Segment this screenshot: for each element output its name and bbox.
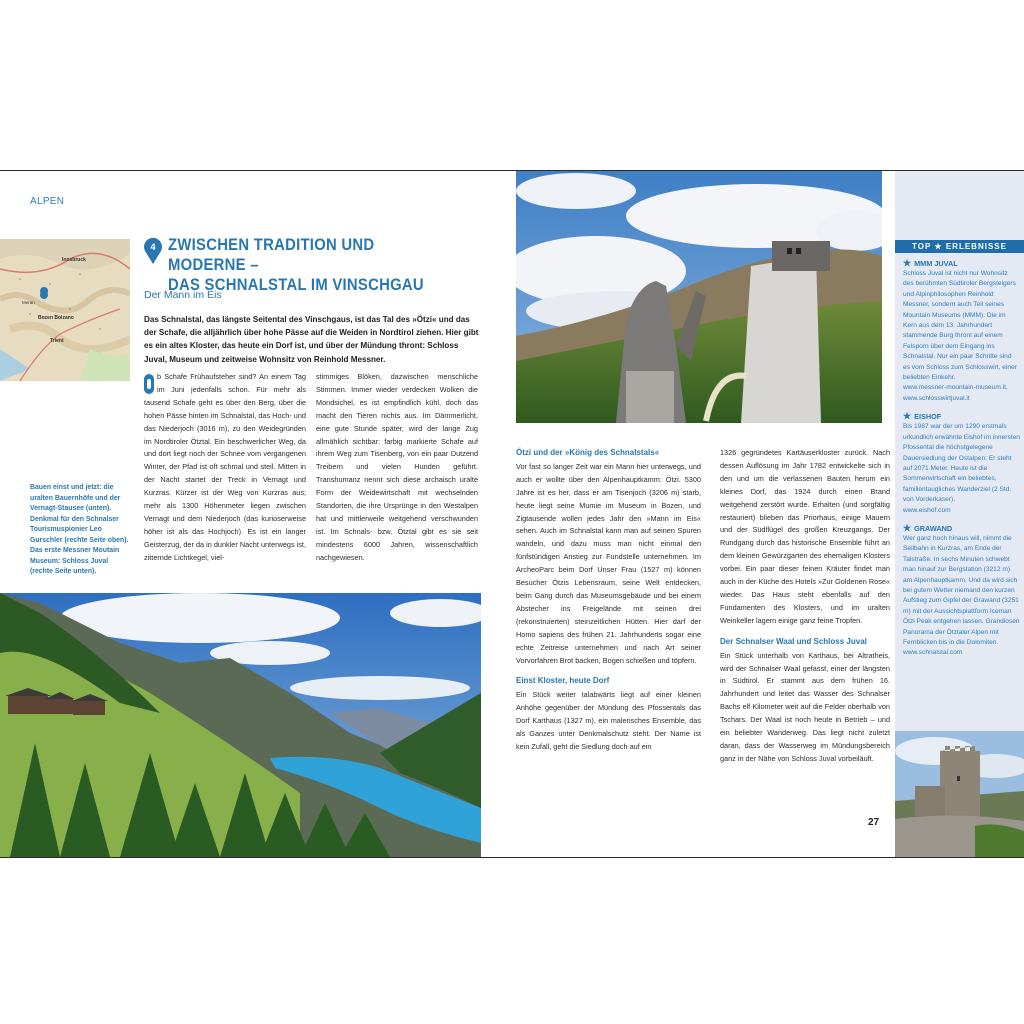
sidebar-item-title: EISHOF [914,412,942,422]
chapter-title-line1: ZWISCHEN TRADITION UND MODERNE – [168,236,375,274]
sidebar-item-text: Schloss Juval ist nicht nur Wohnsitz des berühmten Südtiroler Bergsteigers und Alpinphilosophen Reinhold Messner, sondern auch Teil seines Mountain Museums (MMM). Die im Kern aus dem 13. Jahrhundert stammende Burg thront auf einem Felsporn über dem Eingang ins Schnalstal. Nur ein paar Schritte sind es vom Schloss zum Schlosswirt, einer beliebten Einkehr. [903,270,1017,382]
body-column-3 [516,447,701,754]
body-column-2: stimmiges Blöken, dazwischen menschliche Stimmen. Immer wieder verdecken Wolken die Mondsichel, es ist empfindlich kühl, doch das macht den Tieren nichts aus. Im Dämmerlicht, eine gute Stunde später, wird der lange Zug allmählich sichtbar: farbig markierte Schafe auf ihrem Weg zum Tisenberg, von ein paar Dutzend Treibern und vielen Hunden geführt. Transhumanz nennt sich diese archaisch uralte Form der Weidewirtschaft mit wechselnden Standorten, die ihre Ursprünge in den Westalpen hat und mittlerweile weitgehend verschwunden ist. Im Schnals- bzw. Ötztal gibt es sie seit mindestens 6000 Jahren, wissenschaftlich nachgewiesen. [316,372,478,562]
map-label-bozen: Bozen Bolzano [38,315,74,321]
chapter-title-line2: DAS SCHNALSTAL IM VINSCHGAU [168,276,424,294]
banner-label-erlebnisse: ERLEBNISSE [945,242,1007,251]
sidebar-link[interactable]: www.messner-mountain-museum.it, [903,384,1008,392]
star-icon: ★ [903,522,912,533]
top-erlebnisse-banner [895,240,1024,253]
sidebar-item-title: MMM JUVAL [914,259,958,268]
body-column-4 [720,447,890,766]
body-text-kloster-cont: 1326 gegründetes Kartäuserkloster zurück. Nach dessen Auflösung im Jahr 1782 entwickelte sich in den und um die verlassenen Bauten herum ein kleines Dorf, das 1924 durch einen Brand weitgehend zerstört wurde. Erhalten (und sorgfältig restauriert) blieben das Priorhaus, einige Mauern und der Südflügel des großen Kreuzgangs. Der Rundgang durch das historische Ensemble führt an dem kleinen Gewürzgarten des ehemaligen Klosters vorbei. Ein paar dieser feinen Kräuter findet man auch in der Küche des Hotels »Zur Goldenen Rose« wieder. Das Haus steht ebenfalls auf den Fundamenten des Klosters, und im uralten Weinkeller lagern einige ganz feine Tropfen. [720,448,890,625]
body-column-1 [144,371,306,565]
drop-cap [144,374,154,394]
sidebar-item-grawand [903,524,1020,659]
sidebar-item-text: Wer ganz hoch hinaus will, nimmt die Seilbahn in Kurzras, am Ende der Talstraße. In sechs Minuten schwebt man hinauf zur Bergstation (3212 m) am Alpenhauptkamm. Und da wird sich bei gutem Wetter niemand den kurzen Aufstieg zum Gipfel der Grawand (3251 m) mit der Aussichtsplattform Iceman Ötzi Peak entgehen lassen. Grandiosen Panorama der Ötztaler Alpen mit Fernblicken bis in die Dolomiten. [903,534,1020,646]
body-text-col1: b Schafe Frühaufsteher sind? An einem Tag im Juni jedenfalls schon. Für mehr als tausend Schafe geht es über den Berg, über die hohen Pässe hinten im Schnalstal, das Hoch- und das Niederjoch (3016 m), zu den Weidegründen im Nordtiroler Ötztal. Ein beschwerlicher Weg, da und dort liegt noch der Schnee vom vergangenen Winter, der Pfad ist oft schmal und steil. Mitten in der Nacht startet der Treck in Vernagt und Kurzras. Kürzer ist der Weg von Kurzras aus; mehr als 1300 Höhenmeter liegen zwischen Vernagt und dem Niederjoch (das kurioserweise höher ist als das Hochjoch). Es ist ein langer Geisterzug, der da in dunkler Nacht unterwegs ist, zitternde Lichtkegel, viel- [144,372,306,562]
star-icon: ★ [934,242,943,251]
body-text-waal: Ein Stück unterhalb von Karthaus, bei Altratheis, wird der Schnalser Waal gefasst, einer der längsten in Südtirol. Er stammt aus dem frühen 16. Jahrhundert und leitet das Wasser des Schnalser Bachs elf Kilometer weit auf die Felder oberhalb von Tschars. Der Waal ist noch heute in Betrieb – und ein beliebter Wanderweg. Das liegt nicht zuletzt daran, dass der Wasserweg im Mündungsbereich ganz in der Nähe von Schloss Juval vorbeiläuft. [720,650,890,763]
section-heading-oetzi: Ötzi und der »König des Schnalstals« [516,448,660,457]
page-number: 27 [868,817,880,828]
chapter-title [168,235,438,295]
map-label-trient: Trient [50,338,64,344]
sidebar-link[interactable]: www.schnalstal.com [903,649,963,657]
star-icon: ★ [903,411,912,422]
chapter-subtitle: Der Mann im Eis [144,289,222,301]
photo-vernagt-lake [0,593,481,857]
body-text-oetzi: Vor fast so langer Zeit war ein Mann hier unterwegs, und auch er wollte über den Alpenhauptkamm: Ötzi. 5300 Jahre ist es her, dass er am Tisenjoch (3206 m) starb, heute liegt seine Mumie im Museum in Bozen, und Zigtausende wollen jedes Jahr den »Mann im Eis« sehen. Auch im Schnalstal kann man auf seinen Spuren wandeln, und dazu muss man nicht einmal den fünfstündigen Anstieg zur Fundstelle unternehmen. Im ArcheoParc beim Dorf Unser Frau (1527 m) können Besucher Ötzis Lebensraum, seine Welt entdecken, beim Gang durch das Museumsgebäude und bei einem Abstecher ins Freigelände mit seinen drei (rekonstruierten) steinzeitlichen Hütten. Hier darf der Homo sapiens des frühen 21. Jahrhunderts sogar eine echte Zeitreise unternehmen und nach Art seiner Vorvorfahren Brot backen, Bogen schießen und töpfern. [516,461,701,665]
body-text-kloster: Ein Stück weiter talabwärts liegt auf einer kleinen Anhöhe gegenüber der Mündung des Pfossentals das Dorf Karthaus (1327 m), ein malerisches Ensemble, das als Ganzes unter Denkmalschutz steht. Der Name ist kein Zufall, geht die Siedlung doch auf ein [516,690,701,751]
photo-schloss-juval [895,731,1024,857]
photo-caption: Bauen einst und jetzt: die uralten Bauernhöfe und der Vernagt-Stausee (unten). Denkmal für den Schnalser Tourismuspionier Leo Gurschler (rechte Seite oben). Das erste Messner Moutain Museum: Schloss Juval (rechte Seite unten). [30,484,129,575]
section-heading-kloster: Einst Kloster, heute Dorf [516,676,610,686]
sidebar-link[interactable]: www.schlosswirtjuval.it [903,394,970,402]
sidebar-link[interactable]: www.eishof.com [903,506,951,514]
region-map [0,239,130,381]
star-icon: ★ [903,258,912,268]
sidebar-items [903,259,1020,667]
sidebar-item-text: Bis 1987 war der um 1290 erstmals urkundlich erwähnte Eishof im innersten Pfossental die höchstgelegene Dauersiedlung der Ostalpen: Er steht auf 2071 Meter. Heute ist die Sommerwirtschaft ein beliebtes, familientaugliches Wanderziel (2 Std. von Vorderkaser). [903,423,1020,504]
intro-paragraph: Das Schnalstal, das längste Seitental des Vinschgaus, ist das Tal des »Ötzi« und das der Schafe, die alljährlich über hohe Pässe auf die Weiden in Nordtirol ziehen. Hier gibt es ein altes Kloster, das heute ein Dorf ist, und über der Mündung thront: Schloss Juval, Museum und zeitweise Wohnsitz von Reinhold Messner. [144,315,479,364]
section-heading-waal: Der Schnalser Waal und Schloss Juval [720,636,867,646]
chapter-number: 4 [150,242,156,252]
chapter-number-pin-icon [142,235,164,265]
sidebar-item-title: GRAWAND [914,523,953,533]
banner-label-top: TOP [912,242,932,251]
sidebar-item-mmm-juval [903,259,1020,404]
photo-monument-statue [516,171,882,423]
map-label-meran: Meran [22,300,35,305]
running-head: ALPEN [30,196,65,207]
map-label-innsbruck: Innsbruck [62,257,86,263]
sidebar-item-eishof [903,412,1020,516]
book-spread [0,170,1024,858]
